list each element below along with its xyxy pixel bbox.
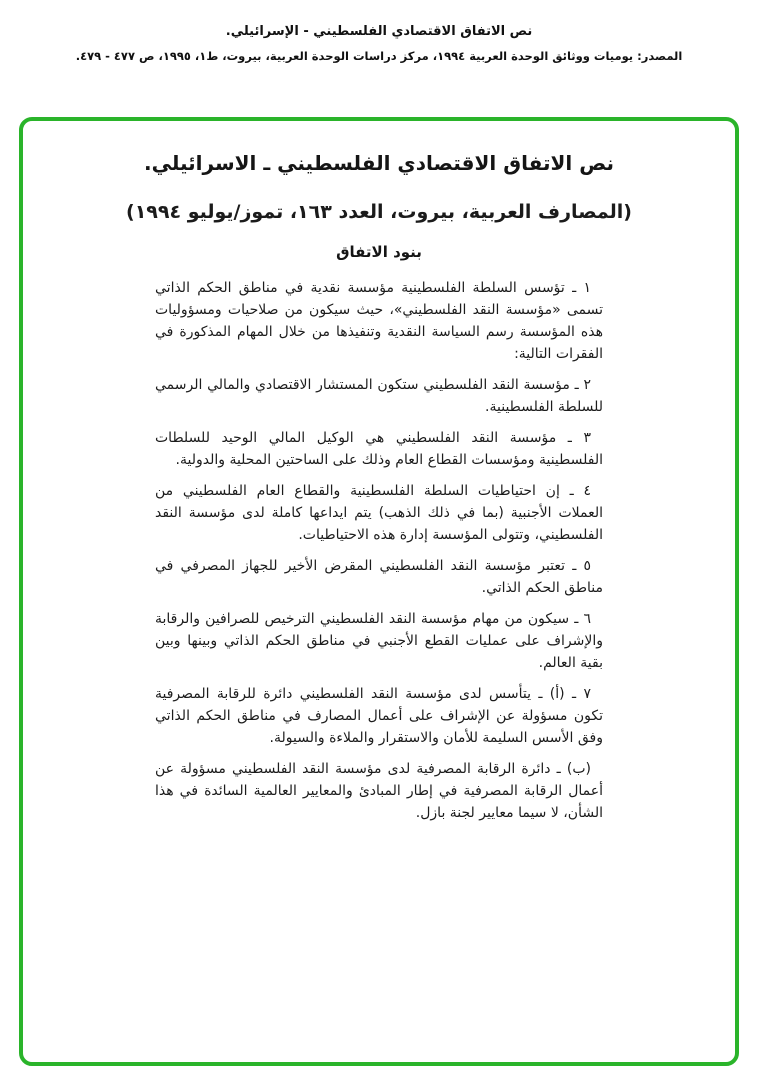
clause-5: ٥ ـ تعتبر مؤسسة النقد الفلسطيني المقرض الأخير للجهاز المصرفي في مناطق الحكم الذاتي. [155, 558, 603, 596]
document-frame [19, 117, 739, 1066]
citation-header [0, 0, 758, 63]
agreement-clauses [23, 277, 735, 824]
document-subtitle: (المصارف العربية، بيروت، العدد ١٦٣، تموز/يوليو ١٩٩٤) [126, 201, 632, 223]
clause-2: ٢ ـ مؤسسة النقد الفلسطيني ستكون المستشار الاقتصادي والمالي الرسمي للسلطة الفلسطينية. [155, 377, 603, 415]
citation-title: نص الاتفاق الاقتصادي الفلسطيني - الإسرائيلي. [225, 24, 533, 39]
clause-6: ٦ ـ سيكون من مهام مؤسسة النقد الفلسطيني الترخيص للصرافين والرقابة والإشراف على عمليات القطع الأجنبي في مناطق الحكم الذاتي وبينها وبين بقية العالم. [155, 611, 603, 671]
clause-4: ٤ ـ إن احتياطيات السلطة الفلسطينية والقطاع العام الفلسطيني من العملات الأجنبية (بما في ذلك الذهب) يتم ايداعها كاملة لدى مؤسسة النقد الفلسطيني، وتتولى المؤسسة إدارة هذه الاحتياطيات. [155, 483, 603, 543]
section-heading: بنود الاتفاق [336, 243, 422, 261]
document-title: نص الاتفاق الاقتصادي الفلسطيني ـ الاسرائيلي. [143, 151, 614, 175]
citation-source: المصدر: يوميات ووثائق الوحدة العربية ١٩٩٤، مركز دراسات الوحدة العربية، بيروت، ط١، ١٩٩٥، ص ٤٧٧ - ٤٧٩. [75, 49, 683, 63]
clause-7a: ٧ ـ (أ) ـ يتأسس لدى مؤسسة النقد الفلسطيني دائرة للرقابة المصرفية تكون مسؤولة عن الإشراف على أعمال المصارف في مناطق الحكم الذاتي وفق الأسس السليمة للأمان والاستقرار والملاءة والسيولة. [155, 686, 603, 746]
clause-1: ١ ـ تؤسس السلطة الفلسطينية مؤسسة نقدية في مناطق الحكم الذاتي تسمى «مؤسسة النقد الفلسطيني»، حيث سيكون من صلاحيات ومسؤوليات هذه المؤسسة رسم السياسة النقدية وتنفيذها من خلال المهام المذكورة في الفقرات التالية: [155, 280, 603, 362]
clause-3: ٣ ـ مؤسسة النقد الفلسطيني هي الوكيل المالي الوحيد للسلطات الفلسطينية ومؤسسات القطاع العام وذلك على الساحتين المحلية والدولية. [155, 430, 603, 468]
clause-7b: (ب) ـ دائرة الرقابة المصرفية لدى مؤسسة النقد الفلسطيني مسؤولة عن أعمال الرقابة المصرفية في إطار المبادئ والمعايير العالمية السائدة في هذا الشأن، لا سيما معايير لجنة بازل. [155, 761, 603, 821]
